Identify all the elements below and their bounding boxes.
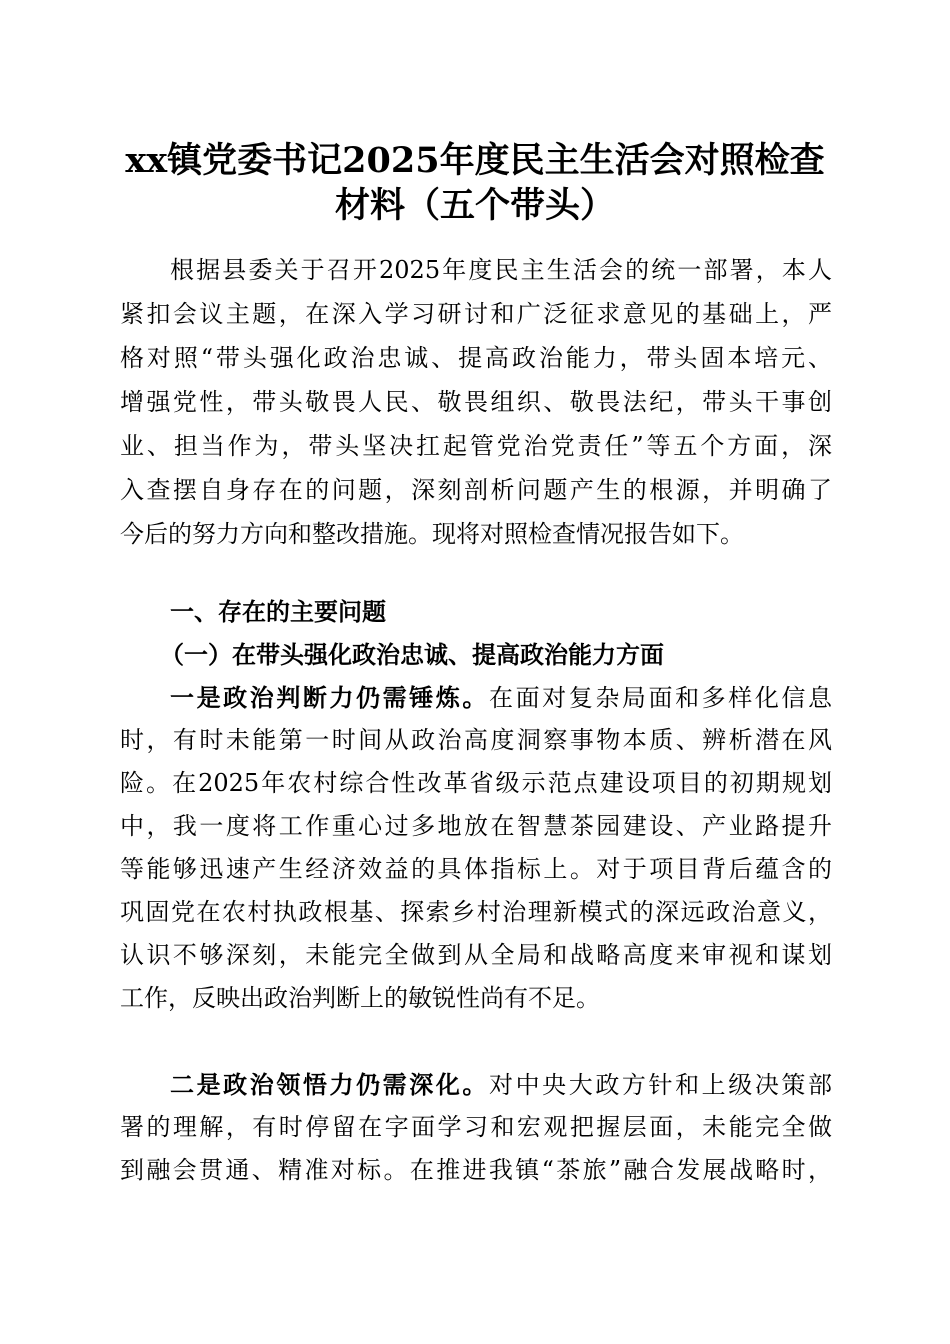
paragraph-text: 对中央大政方针和上级决策部 xyxy=(489,1071,832,1099)
document-title-line-2: 材料（五个带头） xyxy=(334,185,615,226)
paragraph-line: 中，我一度将工作重心过多地放在智慧茶园建设、产业路提升 xyxy=(120,812,832,840)
intro-line: 今后的努力方向和整改措施。现将对照检查情况报告如下。 xyxy=(120,520,744,548)
paragraph-line: 巩固党在农村执政根基、探索乡村治理新模式的深远政治意义， xyxy=(120,898,832,926)
paragraph-line xyxy=(170,676,832,719)
paragraph-line xyxy=(170,1063,832,1106)
intro-line: 入查摆自身存在的问题，深刻剖析问题产生的根源，并明确了 xyxy=(120,476,832,504)
paragraph-line: 认识不够深刻，未能完全做到从全局和战略高度来审视和谋划 xyxy=(120,941,832,969)
intro-line: 紧扣会议主题，在深入学习研讨和广泛征求意见的基础上，严 xyxy=(120,300,832,328)
section-heading: 一、存在的主要问题 xyxy=(170,597,386,626)
paragraph-line: 工作，反映出政治判断上的敏锐性尚有不足。 xyxy=(120,984,600,1012)
intro-line: 业、担当作为，带头坚决扛起管党治党责任”等五个方面，深 xyxy=(120,432,832,460)
paragraph-line: 等能够迅速产生经济效益的具体指标上。对于项目背后蕴含的 xyxy=(120,855,832,883)
document-title-line-1: xx镇党委书记2025年度民主生活会对照检查 xyxy=(125,140,825,181)
intro-line: 格对照“带头强化政治忠诚、提高政治能力，带头固本培元、 xyxy=(120,344,832,372)
paragraph-lead: 二是政治领悟力仍需深化。 xyxy=(170,1070,489,1099)
intro-line: 根据县委关于召开2025年度民主生活会的统一部署，本人 xyxy=(170,256,832,284)
paragraph-line: 险。在2025年农村综合性改革省级示范点建设项目的初期规划 xyxy=(120,769,832,797)
subsection-heading: （一）在带头强化政治忠诚、提高政治能力方面 xyxy=(160,640,664,669)
paragraph-lead: 一是政治判断力仍需锤炼。 xyxy=(170,683,489,712)
paragraph-line: 时，有时未能第一时间从政治高度洞察事物本质、辨析潜在风 xyxy=(120,726,832,754)
paragraph-line: 署的理解，有时停留在字面学习和宏观把握层面，未能完全做 xyxy=(120,1113,832,1141)
paragraph-text: 在面对复杂局面和多样化信息 xyxy=(489,684,832,712)
paragraph-line: 到融会贯通、精准对标。在推进我镇“茶旅”融合发展战略时， xyxy=(120,1156,832,1184)
intro-line: 增强党性，带头敬畏人民、敬畏组织、敬畏法纪，带头干事创 xyxy=(120,388,832,416)
